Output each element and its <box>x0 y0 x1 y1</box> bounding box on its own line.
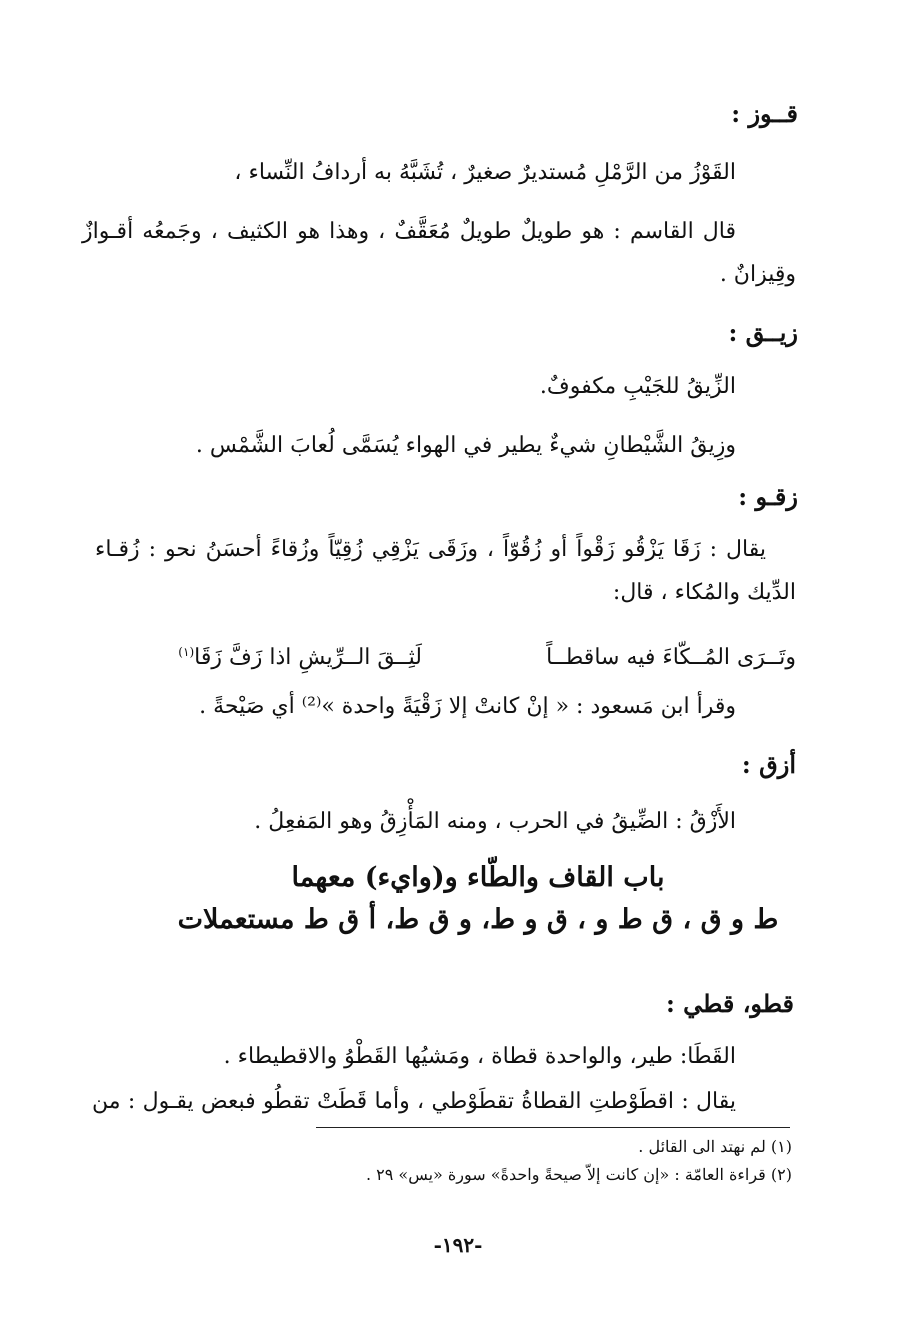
entry-text: الزِّيقُ للجَيْبِ مكفوفٌ. <box>539 374 736 399</box>
page-number: -١٩٢- <box>433 1233 483 1257</box>
entry-text: الأَزْقُ : الضِّيقُ في الحرب ، ومنه المَأْزِقُ وهو المَفعِلُ . <box>254 809 736 834</box>
chapter-title: باب القاف والطّاء و(واي‌ء) معهما <box>291 862 665 893</box>
entry-text: يقال : زَقَا يَزْقُو زَقْواً أو زُقُوّاً ، وزَقَى يَزْقِي زُقِيّاً وزُقاءً أحسَنُ نحو : زُقـاء <box>95 537 766 562</box>
entry-text: وزِيقُ الشَّيْطانِ شيءٌ يطير في الهواء يُسَمَّى لُعابَ الشَّمْس . <box>195 433 736 458</box>
entry-text: يقال : اقطَوْطتِ القطاةُ تقطَوْطي ، وأما قَطَتْ تقطُو فبعض يقـول : من <box>92 1089 736 1114</box>
entry-text: القَوْزُ من الرَّمْلِ مُستديرٌ صغيرٌ ، تُشَبَّهُ به أردافُ النِّساء ، <box>234 160 736 185</box>
entry-heading-qatw: قطو، قطي : <box>665 989 794 1018</box>
entry-heading-ziq: زيــق : <box>728 318 798 347</box>
verse-first-hemistich: وتَــرَى المُــكّاءَ فيه ساقطــاً <box>546 645 796 671</box>
chapter-subtitle: ط و ق ، ق ط و ، ق و ط، و ق ط، أ ق ط مستعملات <box>177 904 779 935</box>
entry-text: وقِيزانٌ . <box>719 262 796 287</box>
footnote-1: (١) لم نهتد الى القائل . <box>638 1137 792 1156</box>
entry-text: القَطَا: طير، والواحدة قطاة ، ومَشيُها القَطْوُ والاقطيطاء . <box>223 1044 736 1069</box>
entry-heading-azq: أزق : <box>741 750 796 779</box>
entry-text: قال القاسم : هو طويلٌ طويلٌ مُعَقَّفٌ ، وهذا هو الكثيف ، وجَمعُه أقـوازٌ <box>82 219 736 244</box>
entry-heading-zaqw: زقـو : <box>738 482 798 511</box>
entry-heading-qawz: قــوز : <box>731 99 798 128</box>
footnote-marker: (١) <box>178 645 195 659</box>
entry-text: وقرأ ابن مَسعود : « إنْ كانتْ إلا زَقْيَةً واحدة »⁽²⁾ أي صَيْحةً . <box>199 694 736 719</box>
verse <box>0 635 796 675</box>
entry-text: الدِّيك والمُكاء ، قال: <box>612 580 796 605</box>
footnote-2: (٢) قراءة العامّة : «إن كانت إلاّ صيحةً واحدةً» سورة «يس» ٢٩ . <box>365 1165 792 1184</box>
footnote-divider <box>316 1127 790 1128</box>
verse-second-hemistich: لَثِــقَ الــرِّيشِ اذا زَفَّ زَقَا <box>194 645 422 671</box>
